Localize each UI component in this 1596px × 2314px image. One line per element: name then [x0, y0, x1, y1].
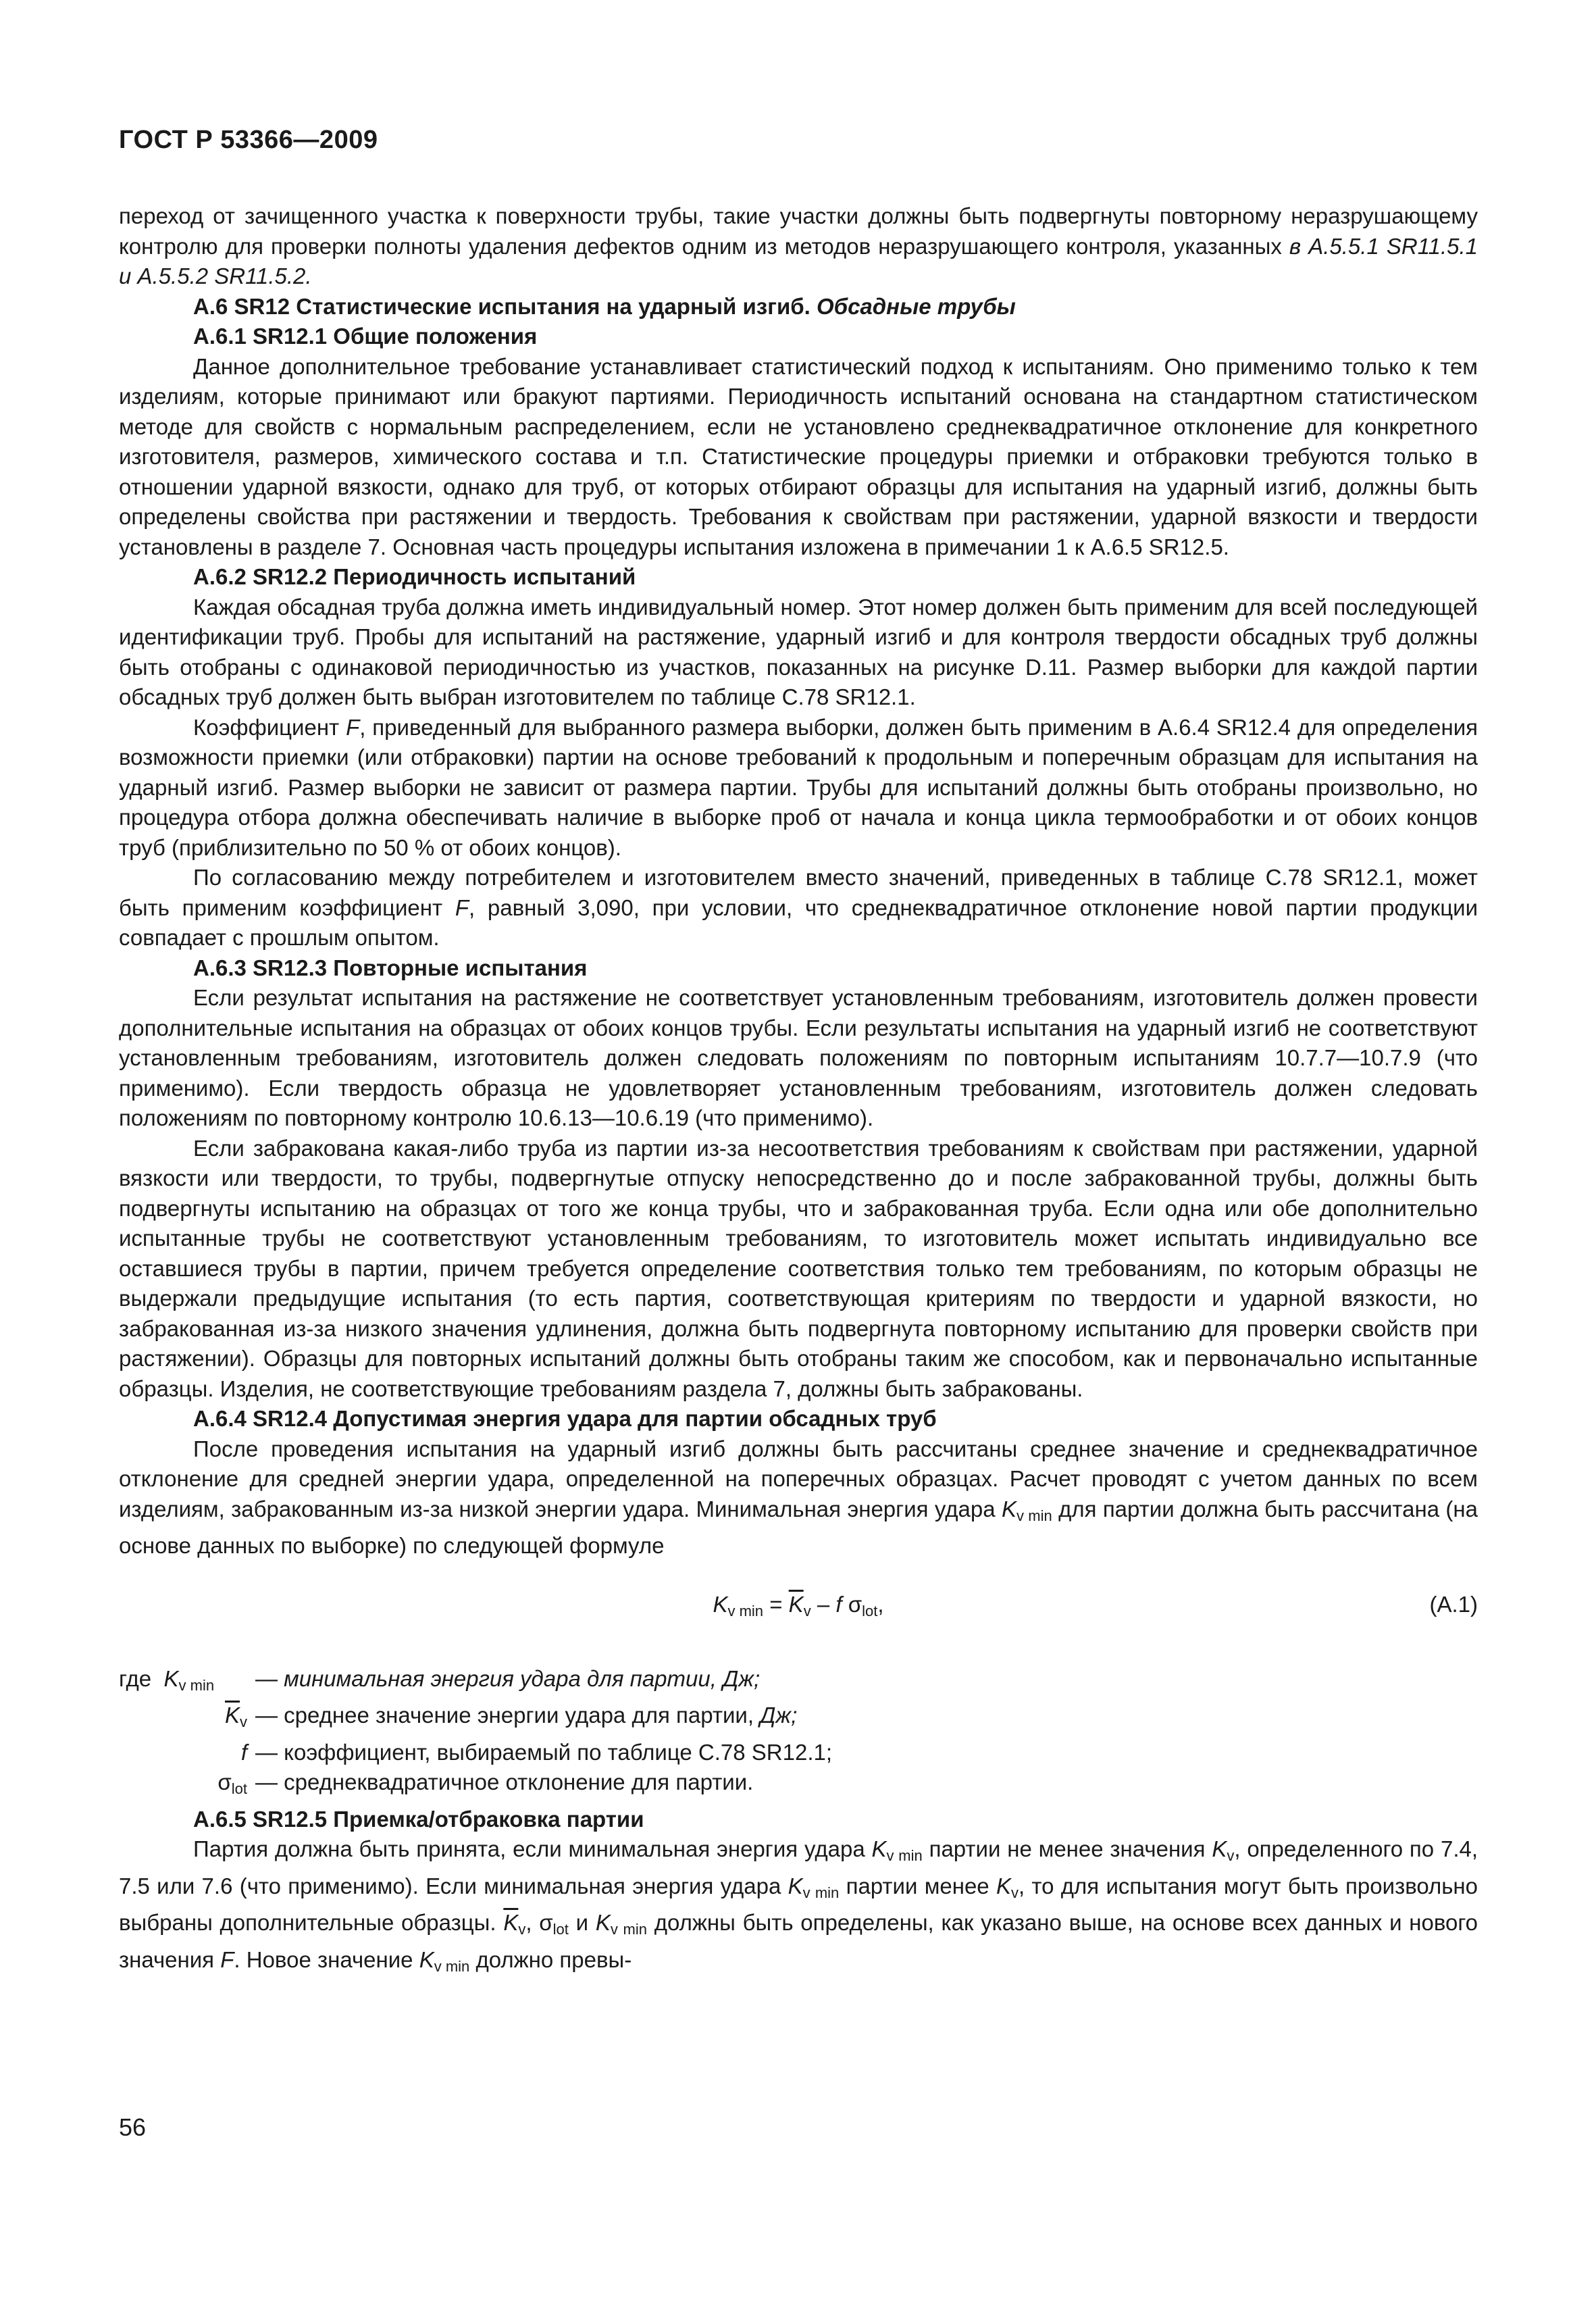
formula-legend — [119, 1664, 1478, 1805]
paragraph-a63-2: Если забракована какая-либо труба из партии из-за несоответствия требованиям к свойствам при растяжении, ударной вязкости или твердости, то трубы, подвергнутые отпуску непосредственно до и после забракованной трубы, должны быть подвергнуты испытанию на образцах от того же конца трубы, что и забракованная труба. Если одна или обе дополнительно испытанные трубы не соответствуют установленным требованиям, то изготовитель может испытать индивидуально все оставшиеся трубы в партии, причем требуется определение соответствия только тем требованиям, по которым образцы не выдержали предыдущие испытания (то есть партия, соответствующая критериям по твердости и ударной вязкости, но забракованная из-за низкого значения удлинения, должна быть подвергнута повторному испытанию для проверки свойств при растяжении). Образцы для повторных испытаний должны быть отобраны таким же способом, как и первоначально испытанные образцы. Изделия, не соответствующие требованиям раздела 7, должны быть забракованы. — [119, 1135, 1478, 1401]
paragraph-a62-1: Каждая обсадная труба должна иметь индивидуальный номер. Этот номер должен быть применим для всей последующей идентификации труб. Пробы для испытаний на растяжение, ударный изгиб и для контроля твердости обсадных труб должны быть отобраны с одинаковой периодичностью из участков, показанных на рисунке D.11. Размер выборки для каждой партии обсадных труб должен быть выбран изготовителем по таблице С.78 SR12.1. — [119, 594, 1478, 709]
section-heading-a62: А.6.2 SR12.2 Периодичность испытаний — [193, 564, 636, 589]
paragraph-a61: Данное дополнительное требование устанавливает статистический подход к испытаниям. Оно применимо только к тем изделиям, которые принимают или бракуют партиями. Периодичность испытаний основана на стандартном статистическом методе для свойств с нормальным распределением, если не установлено среднеквадратичное отклонение для конкретного изготовителя, размеров, химического состава и т.п. Статистические процедуры приемки и отбраковки требуются только в отношении ударной вязкости, однако для труб, от которых отбирают образцы для испытания на ударный изгиб, должны быть определены свойства при растяжении и твердость. Требования к свойствам при растяжении, ударной вязкости и твердости установлены в разделе 7. Основная часть процедуры испытания изложена в примечании 1 к А.6.5 SR12.5. — [119, 353, 1478, 559]
page-number: 56 — [119, 2113, 147, 2141]
formula-a1 — [119, 1578, 1478, 1640]
paragraph-a62-3: По согласованию между потребителем и изготовителем вместо значений, приведенных в таблице С.78 SR12.1, может быть применим коэффициент F, равный 3,090, при условии, что среднеквадратичное отклонение новой партии продукции совпадает с прошлым опытом. — [119, 865, 1478, 950]
legend-row-kvmin: где $K_{v min}$ — минимальная энергия удара для партии, Дж; — [119, 1665, 761, 1694]
section-heading-a63: А.6.3 SR12.3 Повторные испытания — [193, 955, 588, 980]
paragraph-continuation: переход от зачищенного участка к поверхности трубы, такие участки должны быть подвергнуты повторному неразрушающему контролю для проверки полноты удаления дефектов одним из методов неразрушающего контроля, указанных в А.5.5.1 SR11.5.1 и А.5.5.2 SR11.5.2. — [119, 203, 1478, 288]
paragraph-a64-1: После проведения испытания на ударный изгиб должны быть рассчитаны среднее значение и среднеквадратичное отклонение для средней энергии удара, определенной на поперечных образцах. Расчет проводят с учетом данных по всем изделиям, забракованным из-за низкой энергии удара. Минимальная энергия удара $K_{v min}$ для партии должна быть рассчитана (на основе данных по выборке) по следующей формуле — [119, 1436, 1478, 1558]
reference-a551-a552: в А.5.5.1 SR11.5.1 и А.5.5.2 SR11.5.2. — [119, 233, 1478, 288]
section-heading-a64: А.6.4 SR12.4 Допустимая энергия удара для партии обсадных труб — [193, 1406, 937, 1431]
formula-expression: $K_{v min} = \overline{K}_v - f$ $\sigma_{lot}$, — [713, 1591, 884, 1619]
document-id-header: ГОСТ Р 53366—2009 — [119, 126, 378, 154]
paragraph-a62-2: Коэффициент F, приведенный для выбранного размера выборки, должен быть применим в А.6.4 SR12.4 для определения возможности приемки (или отбраковки) партии на основе требований к продольным и поперечным образцам для испытания на ударный изгиб. Размер выборки не зависит от размера партии. Трубы для испытаний должны быть отобраны произвольно, но процедура отбора должна обеспечивать наличие в выборке проб от начала и конца цикла термообработки и от обоих концов труб (приблизительно по 50 % от обоих концов). — [119, 714, 1478, 860]
paragraph-a63-1: Если результат испытания на растяжение не соответствует установленным требованиям, изготовитель должен провести дополнительные испытания на образцах от обоих концов трубы. Если результаты испытания на ударный изгиб не соответствуют установленным требованиям, изготовитель должен следовать положениям по повторным испытаниям 10.7.7—10.7.9 (что применимо). Если твердость образца не удовлетворяет установленным требованиям, изготовитель должен следовать положениям по повторному контролю 10.6.13—10.6.19 (что применимо). — [119, 985, 1478, 1130]
legend-row-f: f — коэффициент, выбираемый по таблице С.78 SR12.1; — [240, 1739, 833, 1765]
section-heading-a65: А.6.5 SR12.5 Приемка/отбраковка партии — [193, 1806, 644, 1832]
paragraph-a65: Партия должна быть принята, если минимальная энергия удара $K_{v min}$ партии не менее значения $K_v$, определенного по 7.4, 7.5 или 7.6 (что применимо). Если минимальная энергия удара $K_{v min}$ партии менее $K_v$, то для испытания могут быть произвольно выбраны дополнительные образцы. $\overline{K}_v$, $\sigma_{lot}$ и $K_{v min}$ должны быть определены, как указано выше, на основе всех данных и нового значения F. Новое значение $K_{v min}$ должно превы- — [119, 1836, 1478, 1975]
formula-number: (А.1) — [1429, 1591, 1478, 1617]
section-heading-a61: А.6.1 SR12.1 Общие положения — [193, 324, 538, 349]
legend-row-sigma: $\sigma_{lot}$ — среднеквадратичное отклонение для партии. — [217, 1769, 754, 1797]
document-body — [119, 201, 1478, 1982]
legend-row-kv-mean: $\overline{K}_v$ — среднее значение энергии удара для партии, Дж; — [224, 1703, 798, 1730]
section-heading-a6: А.6 SR12 Статистические испытания на ударный изгиб. Обсадные трубы — [193, 293, 1016, 319]
